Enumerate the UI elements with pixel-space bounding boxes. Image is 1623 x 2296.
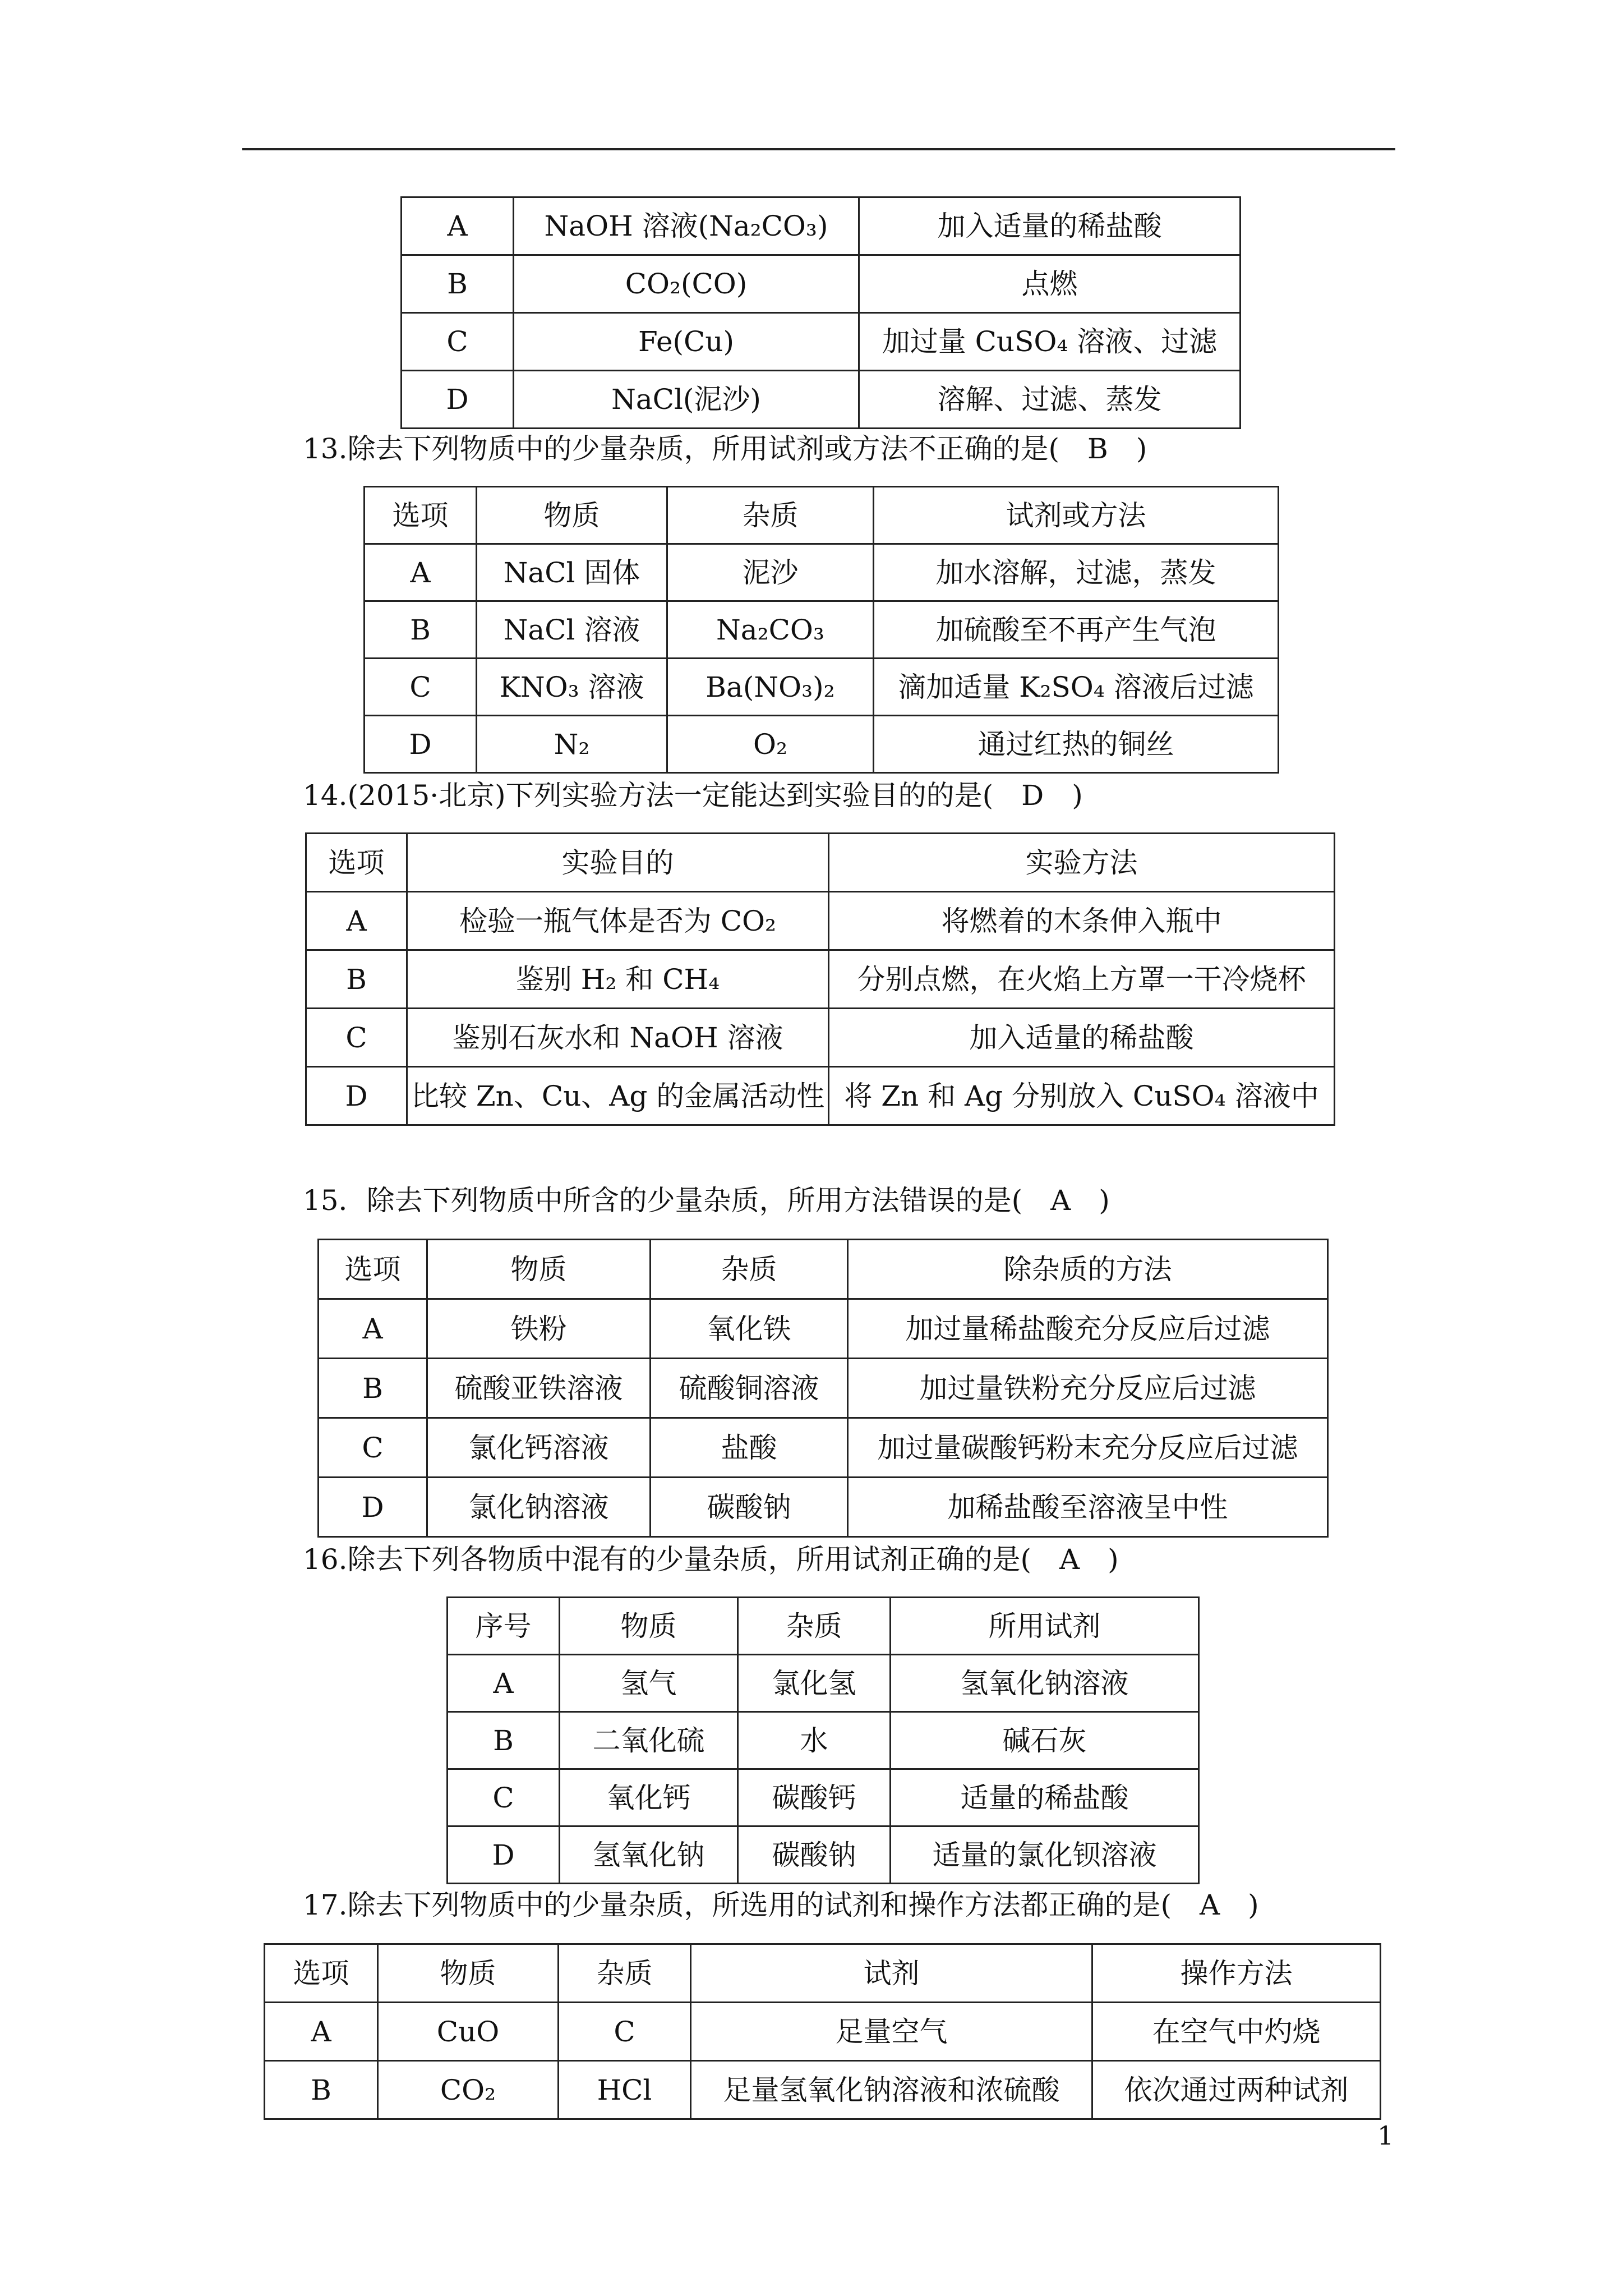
table-cell: C [306, 1009, 407, 1067]
table-row [365, 659, 1279, 716]
table-cell: 加入适量的稀盐酸 [829, 1009, 1335, 1067]
table-row [365, 544, 1279, 601]
table-row [402, 313, 1241, 371]
table-cell: 适量的氯化钡溶液 [891, 1826, 1199, 1884]
table-cell: 泥沙 [667, 544, 874, 601]
table-cell: A [306, 892, 407, 950]
table-cell: 足量空气 [691, 2003, 1092, 2061]
table-cell: 在空气中灼烧 [1092, 2003, 1381, 2061]
table-cell: NaCl 溶液 [477, 601, 667, 659]
table-cell: NaCl(泥沙) [514, 371, 859, 429]
table-cell: B [448, 1712, 560, 1769]
table-cell: C [365, 659, 477, 716]
table-header-cell: 物质 [427, 1240, 651, 1299]
table-header-cell: 杂质 [559, 1944, 691, 2003]
table-cell: 碳酸钠 [651, 1478, 848, 1537]
table-cell: 加硫酸至不再产生气泡 [874, 601, 1279, 659]
table-row [306, 892, 1335, 950]
table-cell: 加水溶解，过滤，蒸发 [874, 544, 1279, 601]
table-cell: A [448, 1655, 560, 1712]
table-cell: NaCl 固体 [477, 544, 667, 601]
table-cell: 通过红热的铜丝 [874, 716, 1279, 773]
table-row [306, 1009, 1335, 1067]
table-header-cell: 实验目的 [407, 834, 829, 892]
table-cell: Fe(Cu) [514, 313, 859, 371]
table-cell: D [365, 716, 477, 773]
table-row [448, 1712, 1199, 1769]
table-cell: A [365, 544, 477, 601]
table-header-cell: 试剂或方法 [874, 487, 1279, 544]
table-cell: 氧化铁 [651, 1299, 848, 1359]
table-cell: CO₂ [378, 2061, 559, 2119]
table-header-row [265, 1944, 1381, 2003]
table-cell: 点燃 [859, 255, 1241, 313]
table-cell: 滴加适量 K₂SO₄ 溶液后过滤 [874, 659, 1279, 716]
table-cell: 鉴别石灰水和 NaOH 溶液 [407, 1009, 829, 1067]
table-cell: A [319, 1299, 427, 1359]
table-cell: 碳酸钙 [738, 1769, 891, 1826]
table-header-cell: 选项 [265, 1944, 378, 2003]
table-cell: 氢气 [560, 1655, 738, 1712]
header-rule [242, 148, 1395, 150]
table-cell: 氯化钠溶液 [427, 1478, 651, 1537]
table-q14 [305, 832, 1335, 1126]
table-header-cell: 物质 [378, 1944, 559, 2003]
table-row [402, 255, 1241, 313]
table-row [365, 716, 1279, 773]
table-q17 [264, 1943, 1381, 2120]
table-cell: 加过量稀盐酸充分反应后过滤 [848, 1299, 1328, 1359]
table-header-row [448, 1598, 1199, 1655]
table-top [400, 196, 1241, 429]
table-cell: B [319, 1359, 427, 1418]
table-cell: B [265, 2061, 378, 2119]
table-cell: 分别点燃，在火焰上方罩一干冷烧杯 [829, 950, 1335, 1009]
table-cell: D [319, 1478, 427, 1537]
table-header-cell: 物质 [560, 1598, 738, 1655]
table-cell: 鉴别 H₂ 和 CH₄ [407, 950, 829, 1009]
table-cell: 足量氢氧化钠溶液和浓硫酸 [691, 2061, 1092, 2119]
table-cell: 硫酸亚铁溶液 [427, 1359, 651, 1418]
table-cell: N₂ [477, 716, 667, 773]
table-row [319, 1359, 1328, 1418]
table-cell: Na₂CO₃ [667, 601, 874, 659]
table-cell: 加稀盐酸至溶液呈中性 [848, 1478, 1328, 1537]
table-cell: CO₂(CO) [514, 255, 859, 313]
table-header-cell: 所用试剂 [891, 1598, 1199, 1655]
table-header-cell: 选项 [319, 1240, 427, 1299]
question-16: 16.除去下列各物质中混有的少量杂质，所用试剂正确的是( A ) [303, 1543, 1119, 1576]
table-cell: CuO [378, 2003, 559, 2061]
table-cell: C [402, 313, 514, 371]
table-cell: 溶解、过滤、蒸发 [859, 371, 1241, 429]
table-row [319, 1299, 1328, 1359]
table-cell: A [402, 197, 514, 255]
table-header-cell: 实验方法 [829, 834, 1335, 892]
table-cell: 检验一瓶气体是否为 CO₂ [407, 892, 829, 950]
table-cell: B [306, 950, 407, 1009]
table-cell: 氢氧化钠溶液 [891, 1655, 1199, 1712]
page-number: 1 [1377, 2120, 1394, 2151]
table-cell: KNO₃ 溶液 [477, 659, 667, 716]
table-cell: A [265, 2003, 378, 2061]
table-row [319, 1478, 1328, 1537]
table-header-cell: 试剂 [691, 1944, 1092, 2003]
table-cell: 加入适量的稀盐酸 [859, 197, 1241, 255]
table-cell: 加过量 CuSO₄ 溶液、过滤 [859, 313, 1241, 371]
table-cell: 将 Zn 和 Ag 分别放入 CuSO₄ 溶液中 [829, 1067, 1335, 1125]
table-cell: 碱石灰 [891, 1712, 1199, 1769]
table-cell: 依次通过两种试剂 [1092, 2061, 1381, 2119]
table-cell: D [306, 1067, 407, 1125]
question-17: 17.除去下列物质中的少量杂质，所选用的试剂和操作方法都正确的是( A ) [303, 1889, 1259, 1921]
table-cell: NaOH 溶液(Na₂CO₃) [514, 197, 859, 255]
table-cell: C [448, 1769, 560, 1826]
table-header-cell: 杂质 [738, 1598, 891, 1655]
table-cell: B [365, 601, 477, 659]
table-header-cell: 选项 [306, 834, 407, 892]
table-header-row [306, 834, 1335, 892]
table-header-row [365, 487, 1279, 544]
table-cell: 加过量碳酸钙粉末充分反应后过滤 [848, 1418, 1328, 1478]
table-cell: 盐酸 [651, 1418, 848, 1478]
table-header-cell: 杂质 [667, 487, 874, 544]
table-cell: C [319, 1418, 427, 1478]
table-header-cell: 选项 [365, 487, 477, 544]
table-cell: D [448, 1826, 560, 1884]
table-cell: 加过量铁粉充分反应后过滤 [848, 1359, 1328, 1418]
table-q16 [446, 1596, 1200, 1884]
table-header-row [319, 1240, 1328, 1299]
table-cell: 适量的稀盐酸 [891, 1769, 1199, 1826]
table-cell: 氯化氢 [738, 1655, 891, 1712]
table-header-cell: 操作方法 [1092, 1944, 1381, 2003]
table-row [448, 1655, 1199, 1712]
table-cell: 二氧化硫 [560, 1712, 738, 1769]
table-cell: 水 [738, 1712, 891, 1769]
table-cell: 铁粉 [427, 1299, 651, 1359]
table-cell: C [559, 2003, 691, 2061]
table-q15 [317, 1239, 1329, 1538]
table-cell: B [402, 255, 514, 313]
table-header-cell: 除杂质的方法 [848, 1240, 1328, 1299]
table-cell: 碳酸钠 [738, 1826, 891, 1884]
table-row [306, 1067, 1335, 1125]
table-row [448, 1769, 1199, 1826]
table-row [306, 950, 1335, 1009]
table-header-cell: 物质 [477, 487, 667, 544]
table-q13 [363, 486, 1279, 774]
table-row [319, 1418, 1328, 1478]
table-cell: 氧化钙 [560, 1769, 738, 1826]
question-14: 14.(2015·北京)下列实验方法一定能达到实验目的的是( D ) [303, 779, 1083, 812]
table-cell: D [402, 371, 514, 429]
table-cell: 氯化钙溶液 [427, 1418, 651, 1478]
table-cell: O₂ [667, 716, 874, 773]
table-cell: 比较 Zn、Cu、Ag 的金属活动性 [407, 1067, 829, 1125]
table-cell: 硫酸铜溶液 [651, 1359, 848, 1418]
table-cell: 将燃着的木条伸入瓶中 [829, 892, 1335, 950]
table-cell: HCl [559, 2061, 691, 2119]
table-row [265, 2003, 1381, 2061]
table-row [365, 601, 1279, 659]
table-header-cell: 序号 [448, 1598, 560, 1655]
question-13: 13.除去下列物质中的少量杂质，所用试剂或方法不正确的是( B ) [303, 432, 1147, 465]
table-cell: Ba(NO₃)₂ [667, 659, 874, 716]
question-15: 15．除去下列物质中所含的少量杂质，所用方法错误的是( A ) [303, 1184, 1110, 1217]
table-cell: 氢氧化钠 [560, 1826, 738, 1884]
table-row [402, 197, 1241, 255]
table-row [265, 2061, 1381, 2119]
table-header-cell: 杂质 [651, 1240, 848, 1299]
table-row [402, 371, 1241, 429]
table-row [448, 1826, 1199, 1884]
